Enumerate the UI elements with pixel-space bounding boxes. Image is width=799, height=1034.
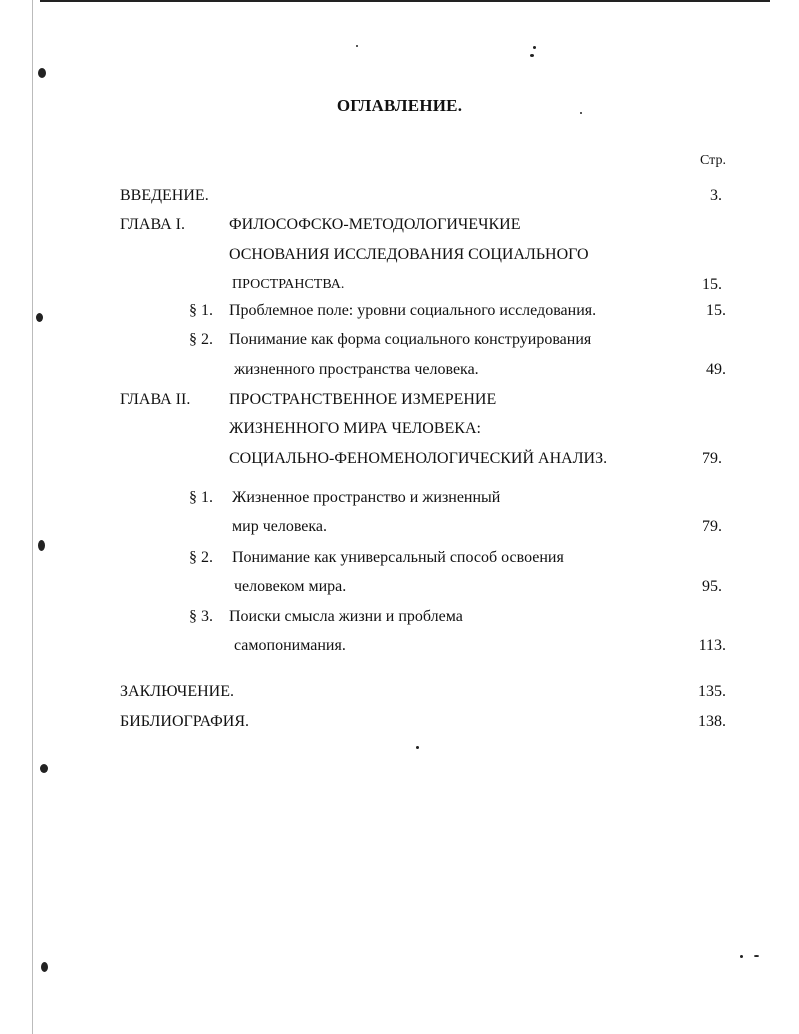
toc-ch2-s3-page: 113. xyxy=(698,637,726,654)
toc-ch1-line2: ОСНОВАНИЯ ИССЛЕДОВАНИЯ СОЦИАЛЬНОГО xyxy=(229,246,589,263)
toc-ch2-line1: ПРОСТРАНСТВЕННОЕ ИЗМЕРЕНИЕ xyxy=(229,391,497,408)
toc-bibliography-label: БИБЛИОГРАФИЯ. xyxy=(120,713,250,730)
toc-ch2-line2: ЖИЗНЕННОГО МИРА ЧЕЛОВЕКА: xyxy=(229,420,481,437)
toc-ch2-s2-line2: человеком мира. xyxy=(234,578,347,595)
scan-speck xyxy=(38,540,45,551)
scan-speck xyxy=(38,68,46,78)
toc-ch1-s2-line2: жизненного пространства человека. xyxy=(234,361,479,378)
toc-title: ОГЛАВЛЕНИЕ. xyxy=(336,96,463,115)
scan-speck xyxy=(356,45,358,47)
toc-ch1-line1: ФИЛОСОФСКО-МЕТОДОЛОГИЧЕЧКИЕ xyxy=(229,216,521,233)
scan-speck xyxy=(530,54,534,57)
scan-speck xyxy=(580,112,582,114)
scan-speck xyxy=(754,955,759,957)
toc-conclusion-label: ЗАКЛЮЧЕНИЕ. xyxy=(120,683,234,700)
scan-speck xyxy=(533,46,536,49)
toc-ch2-s1-line1: Жизненное пространство и жизненный xyxy=(232,489,501,506)
toc-bibliography-page: 138. xyxy=(698,713,726,730)
toc-ch2-line3: СОЦИАЛЬНО-ФЕНОМЕНОЛОГИЧЕСКИЙ АНАЛИЗ. xyxy=(229,450,608,467)
toc-ch1-s2-number: § 2. xyxy=(189,331,213,348)
toc-ch2-s2-line1: Понимание как универсальный способ освоения xyxy=(232,549,564,566)
scan-speck xyxy=(740,955,743,958)
scan-speck xyxy=(40,764,48,773)
toc-intro-page: 3. xyxy=(710,187,722,204)
toc-ch2-s2-number: § 2. xyxy=(189,549,213,566)
top-border-line xyxy=(40,0,770,2)
toc-ch1-page: 15. xyxy=(702,276,722,293)
toc-ch2-s1-page: 79. xyxy=(702,518,722,535)
toc-ch1-label: ГЛАВА I. xyxy=(120,216,185,233)
toc-intro-label: ВВЕДЕНИЕ. xyxy=(120,187,209,204)
toc-ch1-line3: ПРОСТРАНСТВА. xyxy=(232,277,345,292)
toc-ch1-s2-line1: Понимание как форма социального конструирования xyxy=(229,331,592,348)
scan-speck xyxy=(416,746,419,749)
toc-ch1-s2-page: 49. xyxy=(706,361,726,378)
scan-speck xyxy=(36,313,43,322)
toc-ch2-s3-number: § 3. xyxy=(189,608,213,625)
page-column-header: Стр. xyxy=(700,153,726,168)
toc-conclusion-page: 135. xyxy=(698,683,726,700)
left-margin-line xyxy=(32,0,33,1034)
scan-speck xyxy=(41,962,48,972)
toc-ch2-label: ГЛАВА II. xyxy=(120,391,191,408)
toc-ch1-s1-page: 15. xyxy=(706,302,726,319)
toc-ch2-s2-page: 95. xyxy=(702,578,722,595)
toc-ch1-s1-number: § 1. xyxy=(189,302,213,319)
toc-ch2-page: 79. xyxy=(702,450,722,467)
toc-ch2-s3-line1: Поиски смысла жизни и проблема xyxy=(229,608,463,625)
toc-ch2-s1-line2: мир человека. xyxy=(232,518,328,535)
toc-ch2-s3-line2: самопонимания. xyxy=(234,637,346,654)
toc-ch2-s1-number: § 1. xyxy=(189,489,213,506)
toc-ch1-s1-line1: Проблемное поле: уровни социального исследования. xyxy=(229,302,597,319)
